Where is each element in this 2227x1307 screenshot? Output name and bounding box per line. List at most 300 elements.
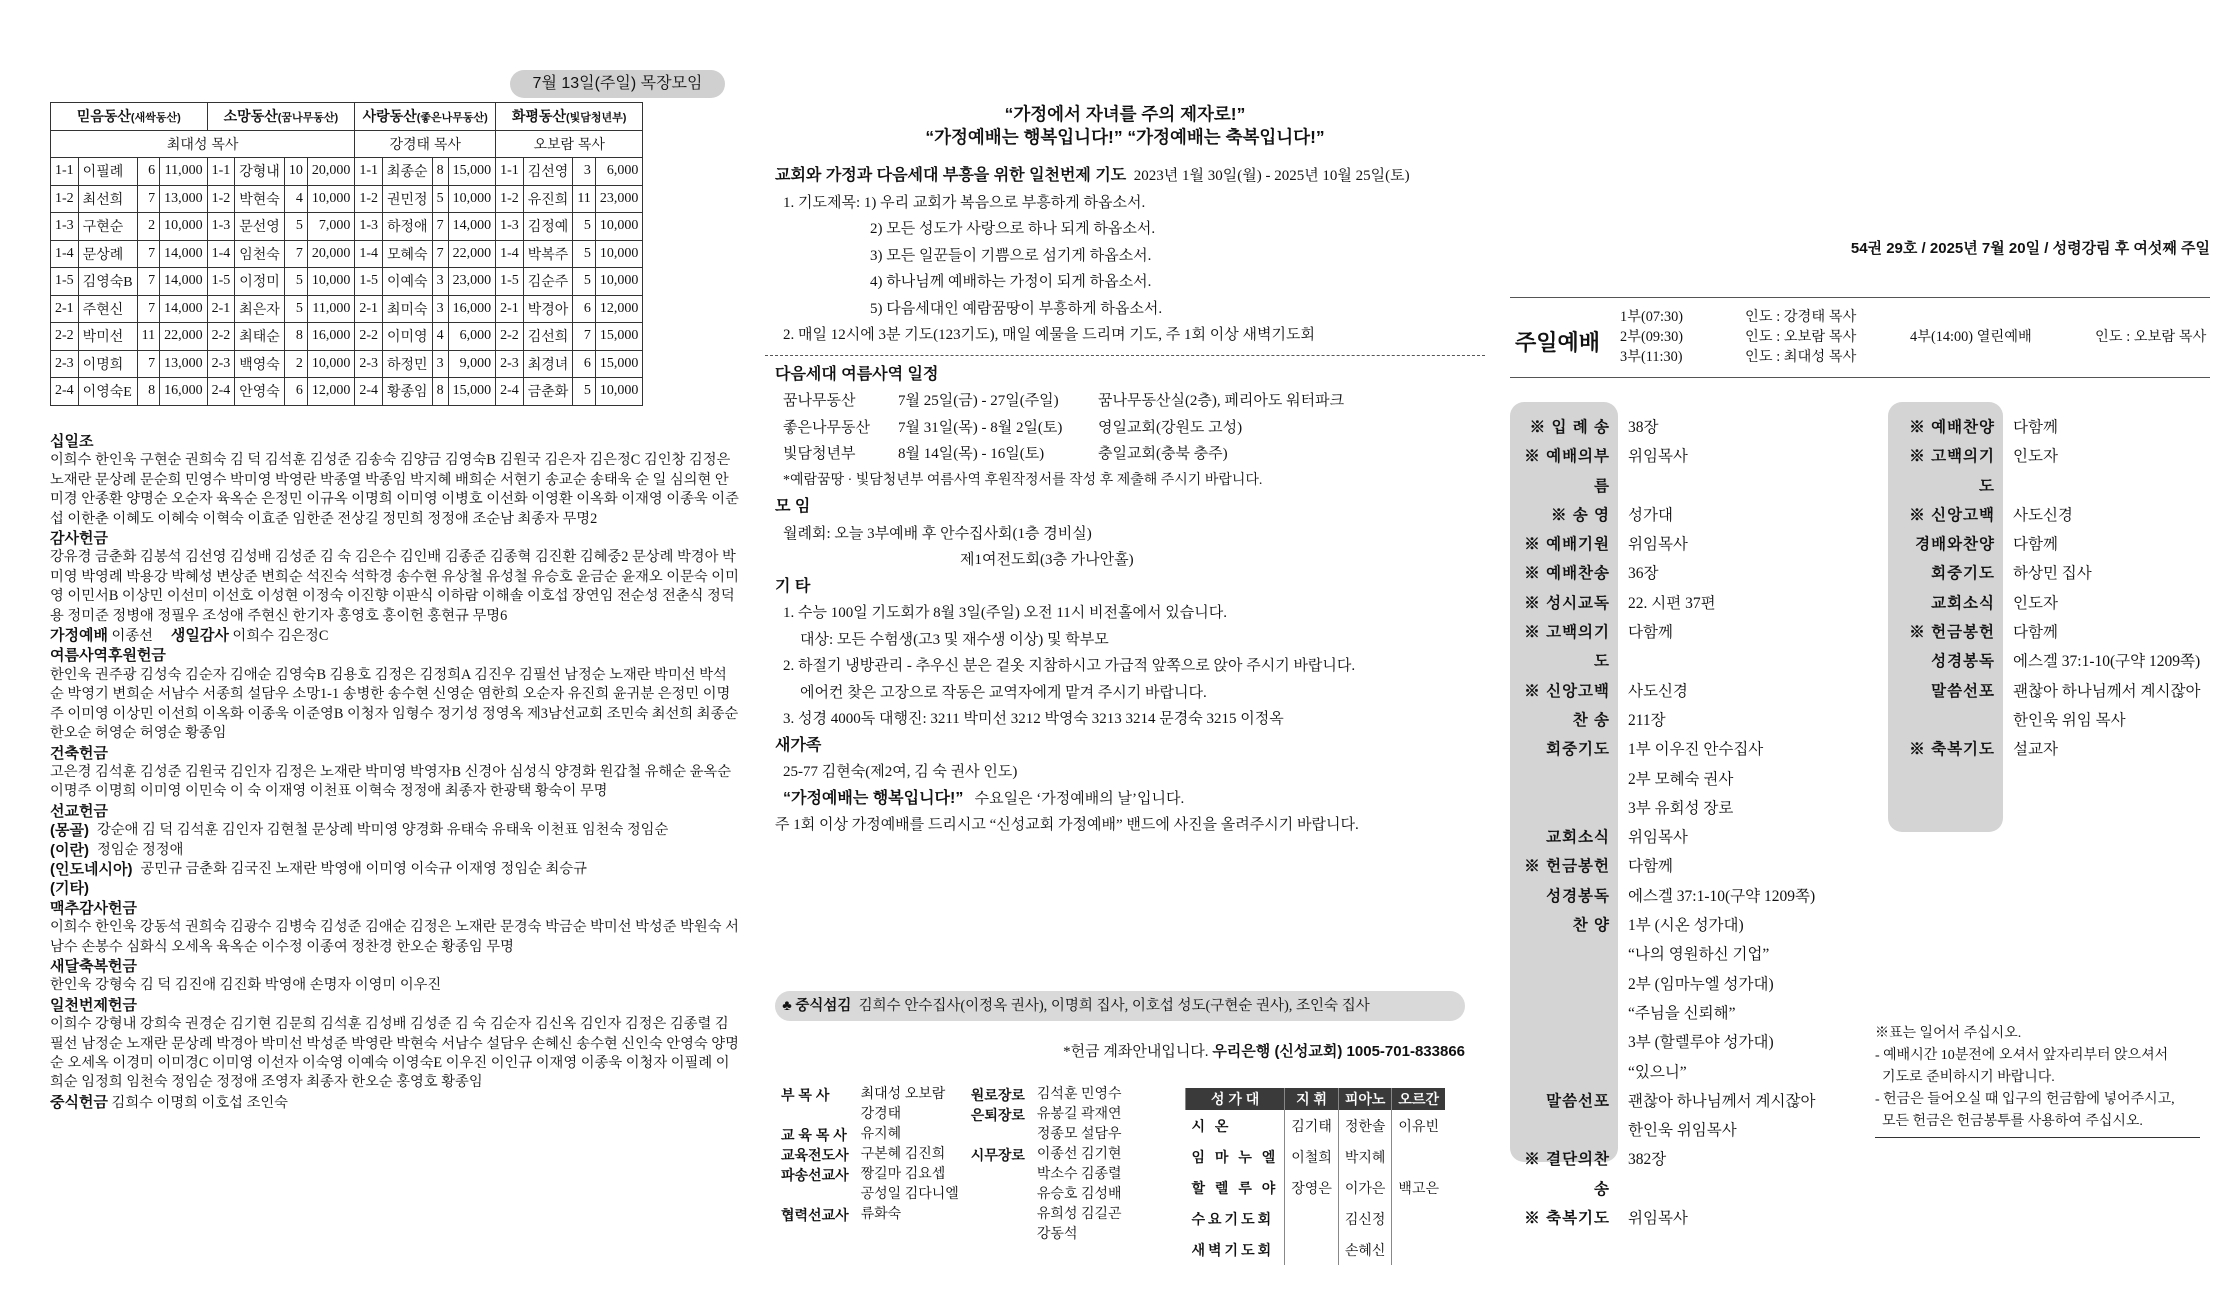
mission-row — [50, 860, 740, 879]
staff-cell: 파송선교사 — [781, 1167, 849, 1183]
staff-row — [775, 1085, 1128, 1105]
table-cell: 박미선 — [78, 323, 137, 351]
summer-place: 충일교회(충북 충주) — [1098, 446, 1228, 462]
order-value: 괜찮아 하나님께서 계시잖아 — [2013, 682, 2201, 700]
choir-cell: 손혜신 — [1338, 1234, 1392, 1265]
table-cell: 7 — [137, 268, 159, 296]
choir-head-cell: 오르간 — [1392, 1088, 1445, 1110]
etc-item: 대상: 모든 수험생(고3 및 재수생 이상) 및 학부모 — [800, 631, 1109, 648]
district-name: 사랑동산 — [362, 108, 417, 125]
order-row — [1510, 589, 1815, 618]
table-cell: 권민정 — [383, 185, 433, 213]
table-cell: 3 — [432, 268, 448, 296]
table-cell: 16,000 — [307, 323, 355, 351]
summer-date: 8월 14일(목) - 16일(토) — [898, 446, 1045, 462]
order-row — [1510, 999, 1815, 1028]
offering-title: 건축헌금 — [50, 744, 108, 762]
worship-notes — [1875, 1023, 2200, 1138]
order-row — [1895, 589, 2200, 618]
table-row — [51, 213, 643, 241]
staff-row — [775, 1145, 1128, 1165]
offering-names: 한인욱 권주광 김성숙 김순자 김애순 김영숙B 김용호 김정은 김정희A 김진우 김필선 남정순 노재란 박미선 박석순 박영기 변희순 서남수 서종희 설담우 소망1-1 송병한 송수현 신영순 염한희 오순자 유진희 윤귀분 은정민 이명주 이미영 이상민 이선희 이옥화 이종욱 이준영B 이청자 임형수 정기성 정영옥 제3남선교회 조민숙 최선희 최종순 한오순 허영순 허영순 황종임 — [50, 666, 739, 742]
table-cell: 4 — [432, 323, 448, 351]
district-header — [355, 103, 496, 131]
meeting-line: 월례회: 오늘 3부예배 후 안수집사회(1층 경비실) — [783, 525, 1092, 542]
order-row — [1895, 735, 2200, 764]
mission-region: (인도네시아) — [50, 860, 133, 878]
table-cell: 11 — [137, 323, 159, 351]
order-label — [1510, 1028, 1618, 1057]
order-label: ※ 입 례 송 — [1529, 419, 1610, 436]
order-label: ※ 축복기도 — [1909, 741, 1995, 759]
staff-cell: 협력선교사 — [781, 1207, 849, 1223]
table-cell: 최태순 — [235, 323, 285, 351]
table-cell: 10 — [284, 158, 307, 186]
order-label — [1510, 794, 1618, 823]
table-cell: 유진희 — [523, 185, 573, 213]
table-cell: 10,000 — [307, 350, 355, 378]
table-cell: 11,000 — [160, 158, 208, 186]
table-cell: 5 — [284, 295, 307, 323]
table-cell: 10,000 — [595, 240, 643, 268]
table-cell: 최경녀 — [523, 350, 573, 378]
staff-cell: 유희성 김길곤 — [1036, 1207, 1122, 1222]
table-cell: 10,000 — [595, 213, 643, 241]
choir-cell: 김신정 — [1338, 1203, 1392, 1234]
table-cell: 7 — [137, 295, 159, 323]
choir-cell: 이유빈 — [1392, 1110, 1445, 1141]
summer-place: 꿈나무동산실(2층), 페리아도 워터파크 — [1098, 393, 1345, 409]
meeting-line: 제1여전도회(3층 가나안홀) — [960, 552, 1134, 568]
order-value: 다함께 — [1628, 858, 1673, 876]
table-cell: 2-3 — [355, 350, 383, 378]
order-value: 22. 시편 37편 — [1628, 594, 1716, 612]
mission-names: 강순애 김 덕 김석훈 김인자 김현철 문상례 박미영 양경화 유태숙 유태욱 이천표 임천숙 정임순 — [96, 822, 669, 839]
choir-row — [1186, 1172, 1446, 1203]
staff-cell — [965, 1185, 1031, 1205]
table-cell: 1-5 — [355, 268, 383, 296]
announcements — [775, 163, 1485, 839]
order-value: 3부 유회성 장로 — [1628, 799, 1734, 817]
table-cell: 8 — [284, 323, 307, 351]
summer-row — [775, 388, 1485, 415]
offering-title: 여름사역후원헌금 — [50, 647, 166, 665]
choir-cell — [1392, 1203, 1445, 1234]
order-row — [1510, 1116, 1815, 1145]
staff-row — [775, 1165, 1128, 1185]
table-cell: 20,000 — [307, 240, 355, 268]
table-cell: 3 — [573, 158, 595, 186]
choir-cell: 백고은 — [1392, 1172, 1445, 1203]
table-cell: 강형내 — [235, 158, 285, 186]
order-value: 다함께 — [2013, 536, 2058, 554]
order-row — [1510, 940, 1815, 969]
table-cell: 문상례 — [78, 240, 137, 268]
staff-row — [775, 1205, 1128, 1225]
offering-title: 중식헌금 — [50, 1093, 108, 1111]
table-cell: 15,000 — [448, 378, 496, 406]
district-name: 화평동산 — [511, 108, 567, 125]
table-cell: 1-1 — [355, 158, 383, 186]
order-label: ※ 송 영 — [1550, 506, 1610, 524]
table-cell: 14,000 — [448, 213, 496, 241]
order-label: ※ 축복기도 — [1524, 1210, 1610, 1228]
staff-cell — [775, 1105, 855, 1125]
staff-cell: 구본혜 김진희 — [860, 1147, 946, 1162]
newcomer-title: 새가족 — [775, 736, 822, 754]
summer-row — [775, 415, 1485, 442]
table-cell: 22,000 — [448, 240, 496, 268]
district-sub: (좋은나무동산) — [416, 112, 488, 125]
mission-row — [50, 879, 740, 898]
prayer-item: 2. 매일 12시에 3분 기도(123기도), 매일 예물을 드리며 기도, 주 1회 이상 새벽기도회 — [783, 327, 1315, 343]
table-row — [51, 240, 643, 268]
table-cell: 10,000 — [307, 185, 355, 213]
offering-title: 십일조 — [50, 433, 94, 450]
table-cell: 하정민 — [383, 350, 433, 378]
staff-cell: 이종선 김기현 — [1036, 1147, 1122, 1162]
choir-cell: 김기태 — [1285, 1110, 1339, 1141]
staff-cell — [855, 1225, 965, 1245]
choir-cell — [1392, 1234, 1445, 1265]
table-cell: 1-5 — [496, 268, 524, 296]
order-row — [1895, 677, 2200, 706]
order-value: 382장 — [1628, 1151, 1667, 1169]
table-cell: 1-3 — [355, 213, 383, 241]
choir-row — [1186, 1203, 1446, 1234]
table-cell: 12,000 — [595, 295, 643, 323]
table-cell: 7 — [432, 213, 448, 241]
order-value: 위임목사 — [1628, 1210, 1688, 1228]
table-cell: 2-1 — [207, 295, 235, 323]
table-cell: 3 — [432, 350, 448, 378]
service-time: 3부(11:30) — [1620, 349, 1683, 365]
order-row — [1895, 706, 2200, 735]
meeting-title: 모 임 — [775, 498, 811, 515]
service-leader: 인도 : 최대성 목사 — [1745, 349, 1857, 365]
divider — [1875, 1137, 2200, 1138]
staff-cell — [965, 1165, 1031, 1185]
order-value: 위임목사 — [1628, 448, 1688, 466]
staff-cell: 박소수 김종렬 — [1036, 1167, 1122, 1182]
order-label — [1510, 765, 1618, 794]
table-cell: 모혜숙 — [383, 240, 433, 268]
table-cell: 이예숙 — [383, 268, 433, 296]
staff-cell: 짱길마 김요셉 — [860, 1167, 946, 1182]
order-row — [1510, 765, 1815, 794]
offering-names: 강유경 금춘화 김봉석 김선영 김성배 김성준 김 숙 김은수 김인배 김종준 김종혁 김진환 김혜중2 문상례 박경아 박미영 박영례 박용강 박혜성 변상준 변희순 석진숙 석학경 송수현 유상철 유성철 유승호 윤금순 윤재오 이문숙 이미영 이민서B 이상민 이선미 이선호 이성현 이정숙 이진향 이판식 이하람 이해솔 이호섭 장연임 전순성 전춘식 정덕용 정미준 정병애 정필우 조성애 주현신 한기자 홍영호 홍이헌 홍현규 무명6 — [50, 549, 739, 624]
cell-offering-table — [50, 102, 643, 406]
table-cell: 박현숙 — [235, 185, 285, 213]
table-cell: 최은자 — [235, 295, 285, 323]
account-number: 우리은행 (신성교회) 1005-701-833866 — [1212, 1043, 1465, 1060]
table-cell: 22,000 — [160, 323, 208, 351]
note-line: ※표는 일어서 주십시오. — [1875, 1026, 2022, 1041]
table-row — [51, 295, 643, 323]
table-cell: 13,000 — [160, 185, 208, 213]
table-cell: 김순주 — [523, 268, 573, 296]
worship-order — [1510, 413, 1815, 1233]
staff-cell: 공성일 김다니엘 — [860, 1187, 959, 1202]
staff-cell: 유승호 김성배 — [1036, 1187, 1122, 1202]
table-cell: 2-3 — [51, 350, 79, 378]
choir-head-cell: 지 휘 — [1285, 1088, 1339, 1110]
table-cell: 구현순 — [78, 213, 137, 241]
summer-date: 7월 31일(목) - 8월 2일(토) — [898, 419, 1063, 436]
choir-cell: 장영은 — [1285, 1172, 1339, 1203]
table-cell: 2 — [284, 350, 307, 378]
table-cell: 6,000 — [448, 323, 496, 351]
service-time: 2부(09:30) — [1620, 329, 1684, 345]
summer-place: 영일교회(강원도 고성) — [1098, 419, 1243, 436]
open-worship-order — [1895, 413, 2200, 765]
offering-names: 고은경 김석훈 김성준 김원국 김인자 김정은 노재란 박미영 박영자B 신경아 심성식 양경화 원갑철 유해순 윤옥순 이명주 이명희 이미영 이민숙 이 숙 이재영 이천표 이혁숙 정정애 최종자 한광택 황숙이 무명 — [50, 763, 732, 800]
table-cell: 주현신 — [78, 295, 137, 323]
order-value: 다함께 — [2013, 419, 2058, 436]
choir-cell: 새벽기도회 — [1191, 1241, 1275, 1258]
order-row — [1510, 618, 1815, 677]
staff-cell: 시무장로 — [970, 1147, 1025, 1163]
table-cell: 2-3 — [207, 350, 235, 378]
staff-row — [775, 1105, 1128, 1125]
staff-cell: 유봉길 곽재연 — [1036, 1107, 1122, 1122]
order-label: ※ 결단의찬송 — [1524, 1151, 1610, 1198]
offering-inline — [50, 626, 740, 646]
staff-row — [775, 1225, 1128, 1245]
staff-cell: 강동석 — [1036, 1227, 1078, 1242]
summer-schedule — [775, 388, 1485, 468]
order-row — [1510, 706, 1815, 735]
staff-cell: 강경태 — [860, 1107, 902, 1122]
order-label: 회중기도 — [1931, 565, 1995, 583]
order-value: 인도자 — [2013, 448, 2058, 466]
etc-item: 3. 성경 4000독 대행진: 3211 박미선 3212 박영숙 3213 3214 문경숙 3215 이정옥 — [783, 711, 1284, 727]
order-row — [1510, 1204, 1815, 1233]
summer-dept: 빛담청년부 — [783, 446, 856, 462]
offering-names: 김희수 이명희 이호섭 조인숙 — [111, 1094, 288, 1111]
table-cell: 이정미 — [235, 268, 285, 296]
order-value: 211장 — [1628, 711, 1666, 729]
table-cell: 8 — [432, 378, 448, 406]
table-cell: 7 — [137, 185, 159, 213]
table-cell: 5 — [284, 213, 307, 241]
table-cell: 7 — [137, 350, 159, 378]
prayer-item: 4) 하나님께 예배하는 가정이 되게 하옵소서. — [870, 274, 1152, 290]
staff-cell — [965, 1225, 1031, 1245]
order-value: 2부 (임마누엘 성가대) — [1628, 975, 1774, 993]
choir-header — [1186, 1088, 1446, 1110]
staff-cell: 교 육 목 사 — [781, 1127, 847, 1143]
table-cell: 최선희 — [78, 185, 137, 213]
table-cell: 1-4 — [496, 240, 524, 268]
table-cell: 6 — [573, 295, 595, 323]
table-cell: 8 — [432, 158, 448, 186]
choir-row — [1186, 1110, 1446, 1141]
order-row — [1895, 647, 2200, 676]
table-cell: 1-3 — [207, 213, 235, 241]
home-worship-text2: 주 1회 이상 가정예배를 드리시고 “신성교회 가정예배” 밴드에 사진을 올려주시기 바랍니다. — [775, 817, 1359, 833]
table-cell: 7 — [573, 323, 595, 351]
table-cell: 6 — [137, 158, 159, 186]
table-cell: 1-5 — [51, 268, 79, 296]
order-row — [1510, 1087, 1815, 1116]
staff-cell — [775, 1185, 855, 1205]
table-cell: 2 — [137, 213, 159, 241]
order-value: 사도신경 — [1628, 682, 1688, 700]
table-cell: 1-1 — [51, 158, 79, 186]
choir-cell — [1285, 1234, 1339, 1265]
offering-names: 이희수 한인욱 강동석 권희숙 김광수 김병숙 김성준 김애순 김정은 노재란 문경숙 박금순 박미선 박성준 박원숙 서남수 손봉수 심화식 오세옥 육옥순 이수정 이종여 정찬경 한오순 황종임 무명 — [50, 919, 739, 955]
table-cell: 7 — [432, 240, 448, 268]
offering-inline — [50, 1093, 740, 1113]
table-cell: 5 — [573, 213, 595, 241]
table-cell: 1-2 — [51, 185, 79, 213]
choir-cell: 할 렐 루 야 — [1191, 1179, 1279, 1196]
order-label: ※ 신앙고백 — [1909, 506, 1995, 524]
pastor-name: 강경태 목사 — [355, 130, 496, 158]
table-cell: 11,000 — [307, 295, 355, 323]
table-cell: 5 — [432, 185, 448, 213]
order-row — [1510, 442, 1815, 501]
order-label: 찬 송 — [1572, 711, 1610, 729]
table-row — [51, 378, 643, 406]
prayer-item: 2) 모든 성도가 사랑으로 하나 되게 하옵소서. — [870, 221, 1156, 237]
order-row — [1510, 735, 1815, 764]
account-info — [775, 1040, 1465, 1061]
table-cell: 4 — [284, 185, 307, 213]
table-cell: 6,000 — [595, 158, 643, 186]
table-cell: 9,000 — [448, 350, 496, 378]
table-row — [51, 323, 643, 351]
newcomer-line: 25-77 김현숙(제2여, 김 숙 권사 인도) — [783, 764, 1018, 780]
order-row — [1510, 559, 1815, 588]
district-sub: (꿈나무동산) — [277, 112, 339, 125]
table-cell: 최종순 — [383, 158, 433, 186]
account-prefix: *헌금 계좌안내입니다. — [1063, 1044, 1209, 1060]
service-leaders — [1745, 307, 1856, 367]
offering-title: 생일감사 — [170, 627, 229, 645]
table-cell: 1-2 — [355, 185, 383, 213]
order-value: 다함께 — [1628, 624, 1673, 642]
district-sub: (새싹동산) — [130, 112, 181, 125]
table-cell: 이필례 — [78, 158, 137, 186]
order-value: 인도자 — [2013, 594, 2058, 612]
service-leader: 인도 : 오보람 목사 — [1745, 329, 1857, 345]
order-label — [1510, 1058, 1618, 1087]
choir-cell: 이철희 — [1285, 1141, 1339, 1172]
note-line: 모든 헌금은 헌금봉투를 사용하여 주십시오. — [1875, 1114, 2143, 1129]
table-cell: 13,000 — [160, 350, 208, 378]
order-row — [1895, 442, 2200, 501]
table-cell: 15,000 — [595, 350, 643, 378]
table-cell: 이영숙E — [78, 378, 137, 406]
table-cell: 2-2 — [207, 323, 235, 351]
staff-cell: 류화숙 — [860, 1207, 902, 1222]
summer-dept: 좋은나무동산 — [783, 419, 870, 436]
table-cell: 1-4 — [355, 240, 383, 268]
prayer-item: 3) 모든 일꾼들이 기쁨으로 섬기게 하옵소서. — [870, 247, 1152, 264]
table-cell: 3 — [432, 295, 448, 323]
table-cell: 1-4 — [207, 240, 235, 268]
order-value: 2부 모혜숙 권사 — [1628, 770, 1734, 788]
order-row — [1510, 1145, 1815, 1204]
table-cell: 김선영 — [523, 158, 573, 186]
service4-leader: 인도 : 오보람 목사 — [2095, 329, 2207, 345]
table-cell: 10,000 — [307, 268, 355, 296]
table-cell: 11 — [573, 185, 595, 213]
summer-note: *예람꿈땅 · 빛담청년부 여름사역 후원작정서를 작성 후 제출해 주시기 바랍니다. — [783, 472, 1263, 488]
table-cell: 박경아 — [523, 295, 573, 323]
note-line: 기도로 준비하시기 바랍니다. — [1875, 1070, 2055, 1085]
order-row — [1510, 1028, 1815, 1057]
order-value: 3부 (할렐루야 성가대) — [1628, 1034, 1774, 1052]
table-cell: 8 — [137, 378, 159, 406]
summer-row — [775, 441, 1485, 468]
order-label: ※ 헌금봉헌 — [1524, 858, 1610, 876]
order-row — [1510, 882, 1815, 911]
table-cell: 박복주 — [523, 240, 573, 268]
order-value: 사도신경 — [2013, 506, 2073, 524]
service-times — [1620, 307, 1683, 367]
mission-region: (이란) — [50, 841, 89, 859]
pastor-name: 최대성 목사 — [51, 130, 355, 158]
table-cell: 14,000 — [160, 295, 208, 323]
mission-names: 정임순 정정애 — [96, 841, 184, 858]
table-cell: 황종임 — [383, 378, 433, 406]
order-label: 찬 양 — [1572, 917, 1610, 935]
order-value: “나의 영원하신 기업” — [1628, 946, 1770, 964]
staff-cell: 유지혜 — [860, 1127, 902, 1142]
table-cell: 1-5 — [207, 268, 235, 296]
table-cell: 2-2 — [496, 323, 524, 351]
order-label: ※ 신앙고백 — [1524, 682, 1610, 700]
prayer-item: 5) 다음세대인 예람꿈땅이 부흥하게 하옵소서. — [870, 300, 1163, 317]
district-sub: (빛담청년부) — [566, 112, 627, 125]
summer-dept: 꿈나무동산 — [783, 393, 856, 409]
service-time: 1부(07:30) — [1620, 309, 1684, 325]
slogan — [765, 103, 1485, 149]
table-cell: 7,000 — [307, 213, 355, 241]
district-name: 믿음동산 — [76, 108, 131, 125]
table-cell: 2-1 — [496, 295, 524, 323]
order-label — [1510, 999, 1618, 1028]
district-header — [207, 103, 355, 131]
choir-cell: 임 마 누 엘 — [1191, 1148, 1279, 1165]
staff-cell: 교육전도사 — [781, 1147, 849, 1163]
table-cell: 1-2 — [207, 185, 235, 213]
order-value: 1부 이우진 안수집사 — [1628, 741, 1764, 759]
offering-names: 이종선 — [111, 628, 153, 645]
divider — [1510, 297, 2210, 298]
offering-title: 감사헌금 — [50, 530, 108, 548]
staff-cell: 부 목 사 — [781, 1087, 830, 1103]
staff-cell: 최대성 오보람 — [860, 1087, 946, 1102]
choir-head-cell: 성 가 대 — [1186, 1088, 1285, 1110]
table-cell: 10,000 — [595, 378, 643, 406]
district-header — [51, 103, 208, 131]
order-label — [1895, 706, 2003, 735]
table-cell: 15,000 — [595, 323, 643, 351]
order-label — [1510, 970, 1618, 999]
divider — [1510, 377, 2210, 378]
staff-cell: 정종모 설담우 — [1036, 1127, 1122, 1142]
prayer-item: 1. 기도제목: 1) 우리 교회가 복음으로 부흥하게 하옵소서. — [783, 194, 1146, 211]
offering-list — [50, 432, 740, 1113]
table-cell: 6 — [573, 350, 595, 378]
table-cell: 1-1 — [207, 158, 235, 186]
order-label: 성경봉독 — [1546, 887, 1610, 905]
table-cell: 2-2 — [355, 323, 383, 351]
